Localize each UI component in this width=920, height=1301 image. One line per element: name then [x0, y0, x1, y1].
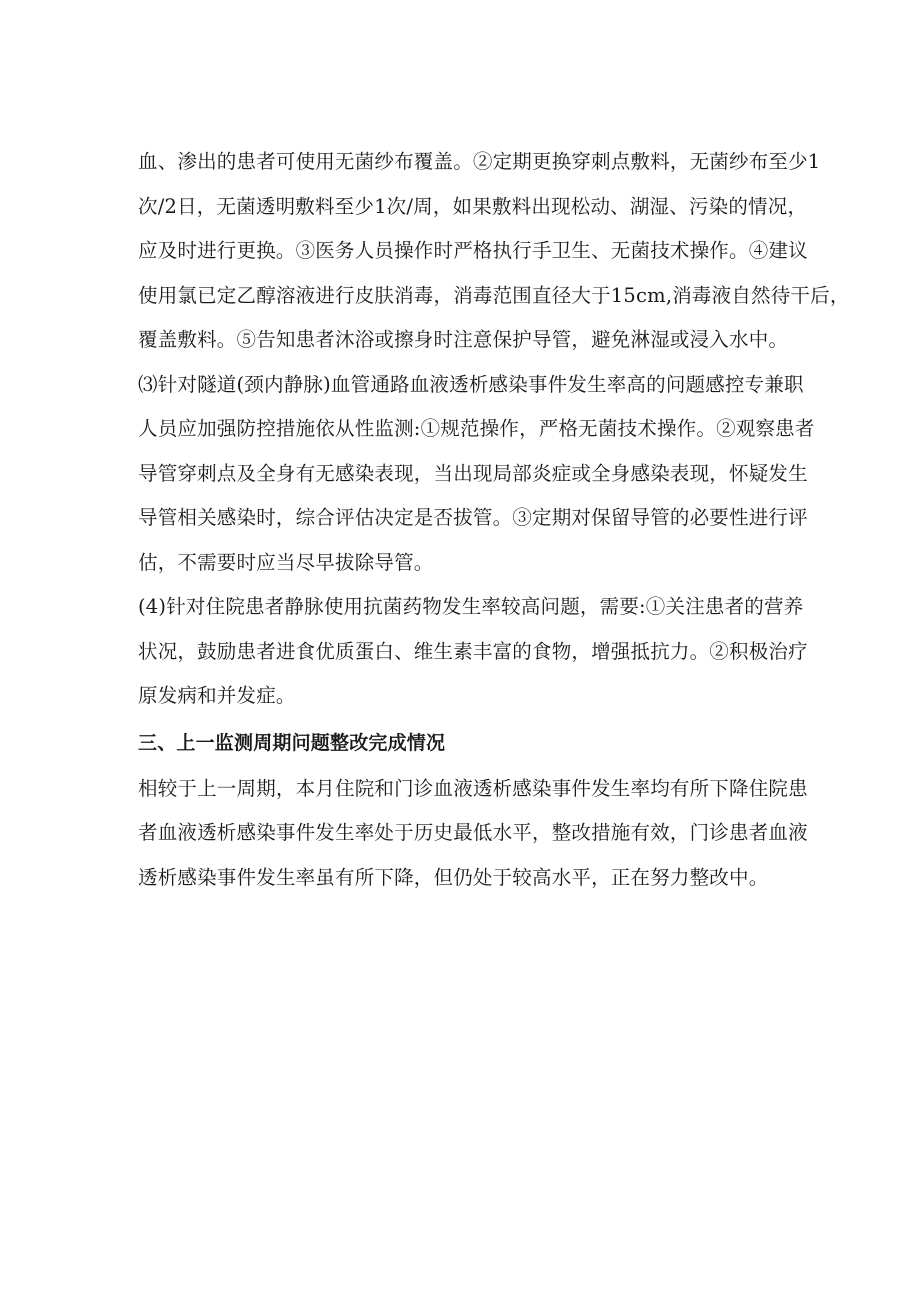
- text-line: 次/2日，无菌透明敷料至少1次/周，如果敷料出现松动、湖湿、污染的情况，: [138, 194, 808, 218]
- section-heading: 三、上一监测周期问题整改完成情况: [138, 731, 446, 754]
- text-line: 覆盖敷料。⑤告知患者沐浴或擦身时注意保护导管，避免淋湿或浸入水中。: [138, 328, 789, 351]
- text-line: 导管穿刺点及全身有无感染表现，当出现局部炎症或全身感染表现，怀疑发生: [138, 461, 808, 485]
- text-line: 使用氯已定乙醇溶液进行皮肤消毒，消毒范围直径大于15cm,消毒液自然待干后，: [138, 283, 850, 307]
- document-page: [138, 140, 850, 900]
- text-line: 相较于上一周期，本月住院和门诊血液透析感染事件发生率均有所下降住院患: [138, 776, 808, 800]
- text-line: 估，不需要时应当尽早拔除导管。: [138, 550, 434, 574]
- text-line: 原发病和并发症。: [138, 684, 296, 707]
- text-line: 状况，鼓励患者进食优质蛋白、维生素丰富的食物，增强抵抗力。②积极治疗: [138, 639, 808, 663]
- text-line: ⑶针对隧道(颈内静脉)血管通路血液透析感染事件发生率高的问题感控专兼职: [138, 372, 804, 396]
- text-line: 者血液透析感染事件发生率处于历史最低水平，整改措施有效，门诊患者血液: [138, 821, 808, 844]
- text-line: 透析感染事件发生率虽有所下降，但仍处于较高水平，正在努力整改中。: [138, 865, 769, 889]
- text-line: 导管相关感染时，综合评估决定是否拔管。③定期对保留导管的必要性进行评: [138, 506, 808, 529]
- text-line: (4)针对住院患者静脉使用抗菌药物发生率较高问题，需要:①关注患者的营养: [138, 595, 804, 618]
- text-line: 应及时进行更换。③医务人员操作时严格执行手卫生、无菌技术操作。④建议: [138, 239, 808, 262]
- text-line: 血、渗出的患者可使用无菌纱布覆盖。②定期更换穿刺点敷料，无菌纱布至少1: [138, 150, 821, 173]
- text-line: 人员应加强防控措施依从性监测:①规范操作，严格无菌技术操作。②观察患者: [138, 417, 815, 440]
